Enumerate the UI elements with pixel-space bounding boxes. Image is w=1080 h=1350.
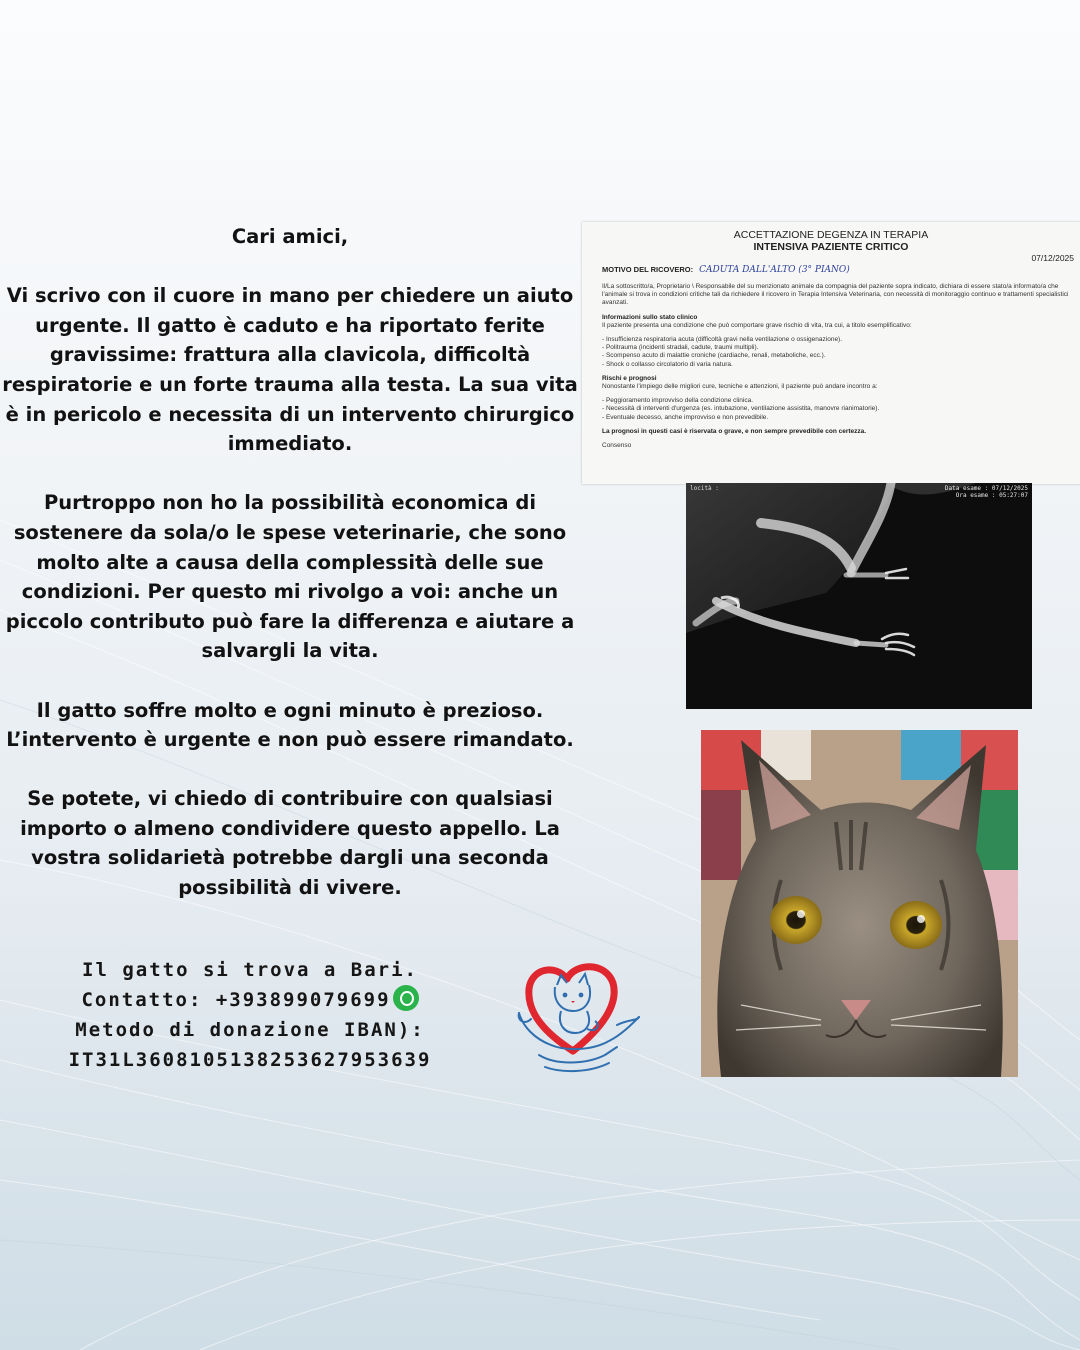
donation-method: Metodo di donazione IBAN): — [75, 1019, 425, 1041]
contact-block — [30, 955, 470, 1075]
xray-header: Data esame : 07/12/2025 Ora esame : 05:27:07 — [944, 485, 1028, 499]
whatsapp-icon[interactable] — [393, 985, 419, 1011]
admission-reason: MOTIVO DEL RICOVERO: CADUTA DALL'ALTO (3° PIANO) — [602, 265, 850, 275]
clinical-admission-document — [582, 222, 1080, 484]
document-body: Il/La sottoscritto/a, Proprietario \ Responsabile del su menzionato animale da compagnia del paziente sopra indicato, dichiara di essere stato/a informato/a che l'animale si trova in condizioni critiche tali da richiedere il ricovero in Terapia Intensiva Veterinaria, con necessità di monitoraggio continuo e trattamenti specialistici avanzati. Informazioni sullo stato clinico Il paziente presenta una condizione che può comportare grave rischio di vita, tra cui, a titolo esemplificativo: - Insufficienza respiratoria acuta (difficoltà gravi nella ventilazione o ossigenazione). - Politrauma (incidenti stradali, cadute, traumi multipli). - Scompenso acuto di malattie croniche (cardiache, renali, metaboliche, ecc.). - Shock o collasso circolatorio di varia natura. Rischi e prognosi Nonostante l'impiego delle migliori cure, tecniche e attenzioni, il paziente può andare incontro a: - Peggioramento improvviso della condizione clinica. - Necessità di interventi d'urgenza (es. intubazione, ventilazione assistita, manovre rianimatorie). - Eventuale decesso, anche improvviso e non prevedibile. La prognosi in questi casi è riservata o grave, e non sempre prevedibile con certezza. Consenso — [602, 283, 1069, 450]
paragraph-finances: Purtroppo non ho la possibilità economica di sostenere da sola/o le spese veterinarie, che sono molto alte a causa della complessità delle sue condizioni. Per questo mi rivolgo a voi: anche un piccolo contributo può fare la differenza e aiutare a salvargli la vita. — [5, 491, 575, 663]
iban-text[interactable]: IT31L3608105138253627953639 — [68, 1049, 432, 1071]
tabby-cat-image — [701, 730, 1018, 1077]
xray-header-left: locità : — [690, 485, 719, 492]
document-date: 07/12/2025 — [1031, 253, 1074, 263]
paragraph-urgency: Il gatto soffre molto e ogni minuto è prezioso. L’intervento è urgente e non può essere rimandato. — [6, 698, 574, 752]
paragraph-request: Se potete, vi chiedo di contribuire con qualsiasi importo o almeno condividere questo appello. La vostra solidarietà potrebbe dargli una seconda possibilità di vivere. — [20, 787, 560, 900]
paragraph-injuries: Vi scrivo con il cuore in mano per chiedere un aiuto urgente. Il gatto è caduto e ha riportato ferite gravissime: frattura alla clavicola, difficoltà respiratorie e un forte trauma alla testa. La sua vita è in pericolo e necessita di un intervento chirurgico immediato. — [2, 284, 578, 456]
appeal-letter — [0, 222, 580, 932]
greeting: Cari amici, — [231, 225, 349, 248]
document-title: ACCETTAZIONE DEGENZA IN TERAPIA INTENSIVA PAZIENTE CRITICO — [733, 229, 929, 253]
phone-line — [30, 985, 470, 1015]
handwritten-reason: CADUTA DALL'ALTO (3° PIANO) — [699, 265, 850, 275]
location-text: Il gatto si trova a Bari. — [82, 959, 418, 981]
xray-image — [686, 483, 1032, 709]
phone-text[interactable]: Contatto: +393899079699 — [81, 989, 391, 1011]
xray-bones — [686, 483, 1032, 709]
heart-cat-hand-logo-icon — [505, 955, 645, 1075]
cat-photo — [701, 730, 1018, 1077]
